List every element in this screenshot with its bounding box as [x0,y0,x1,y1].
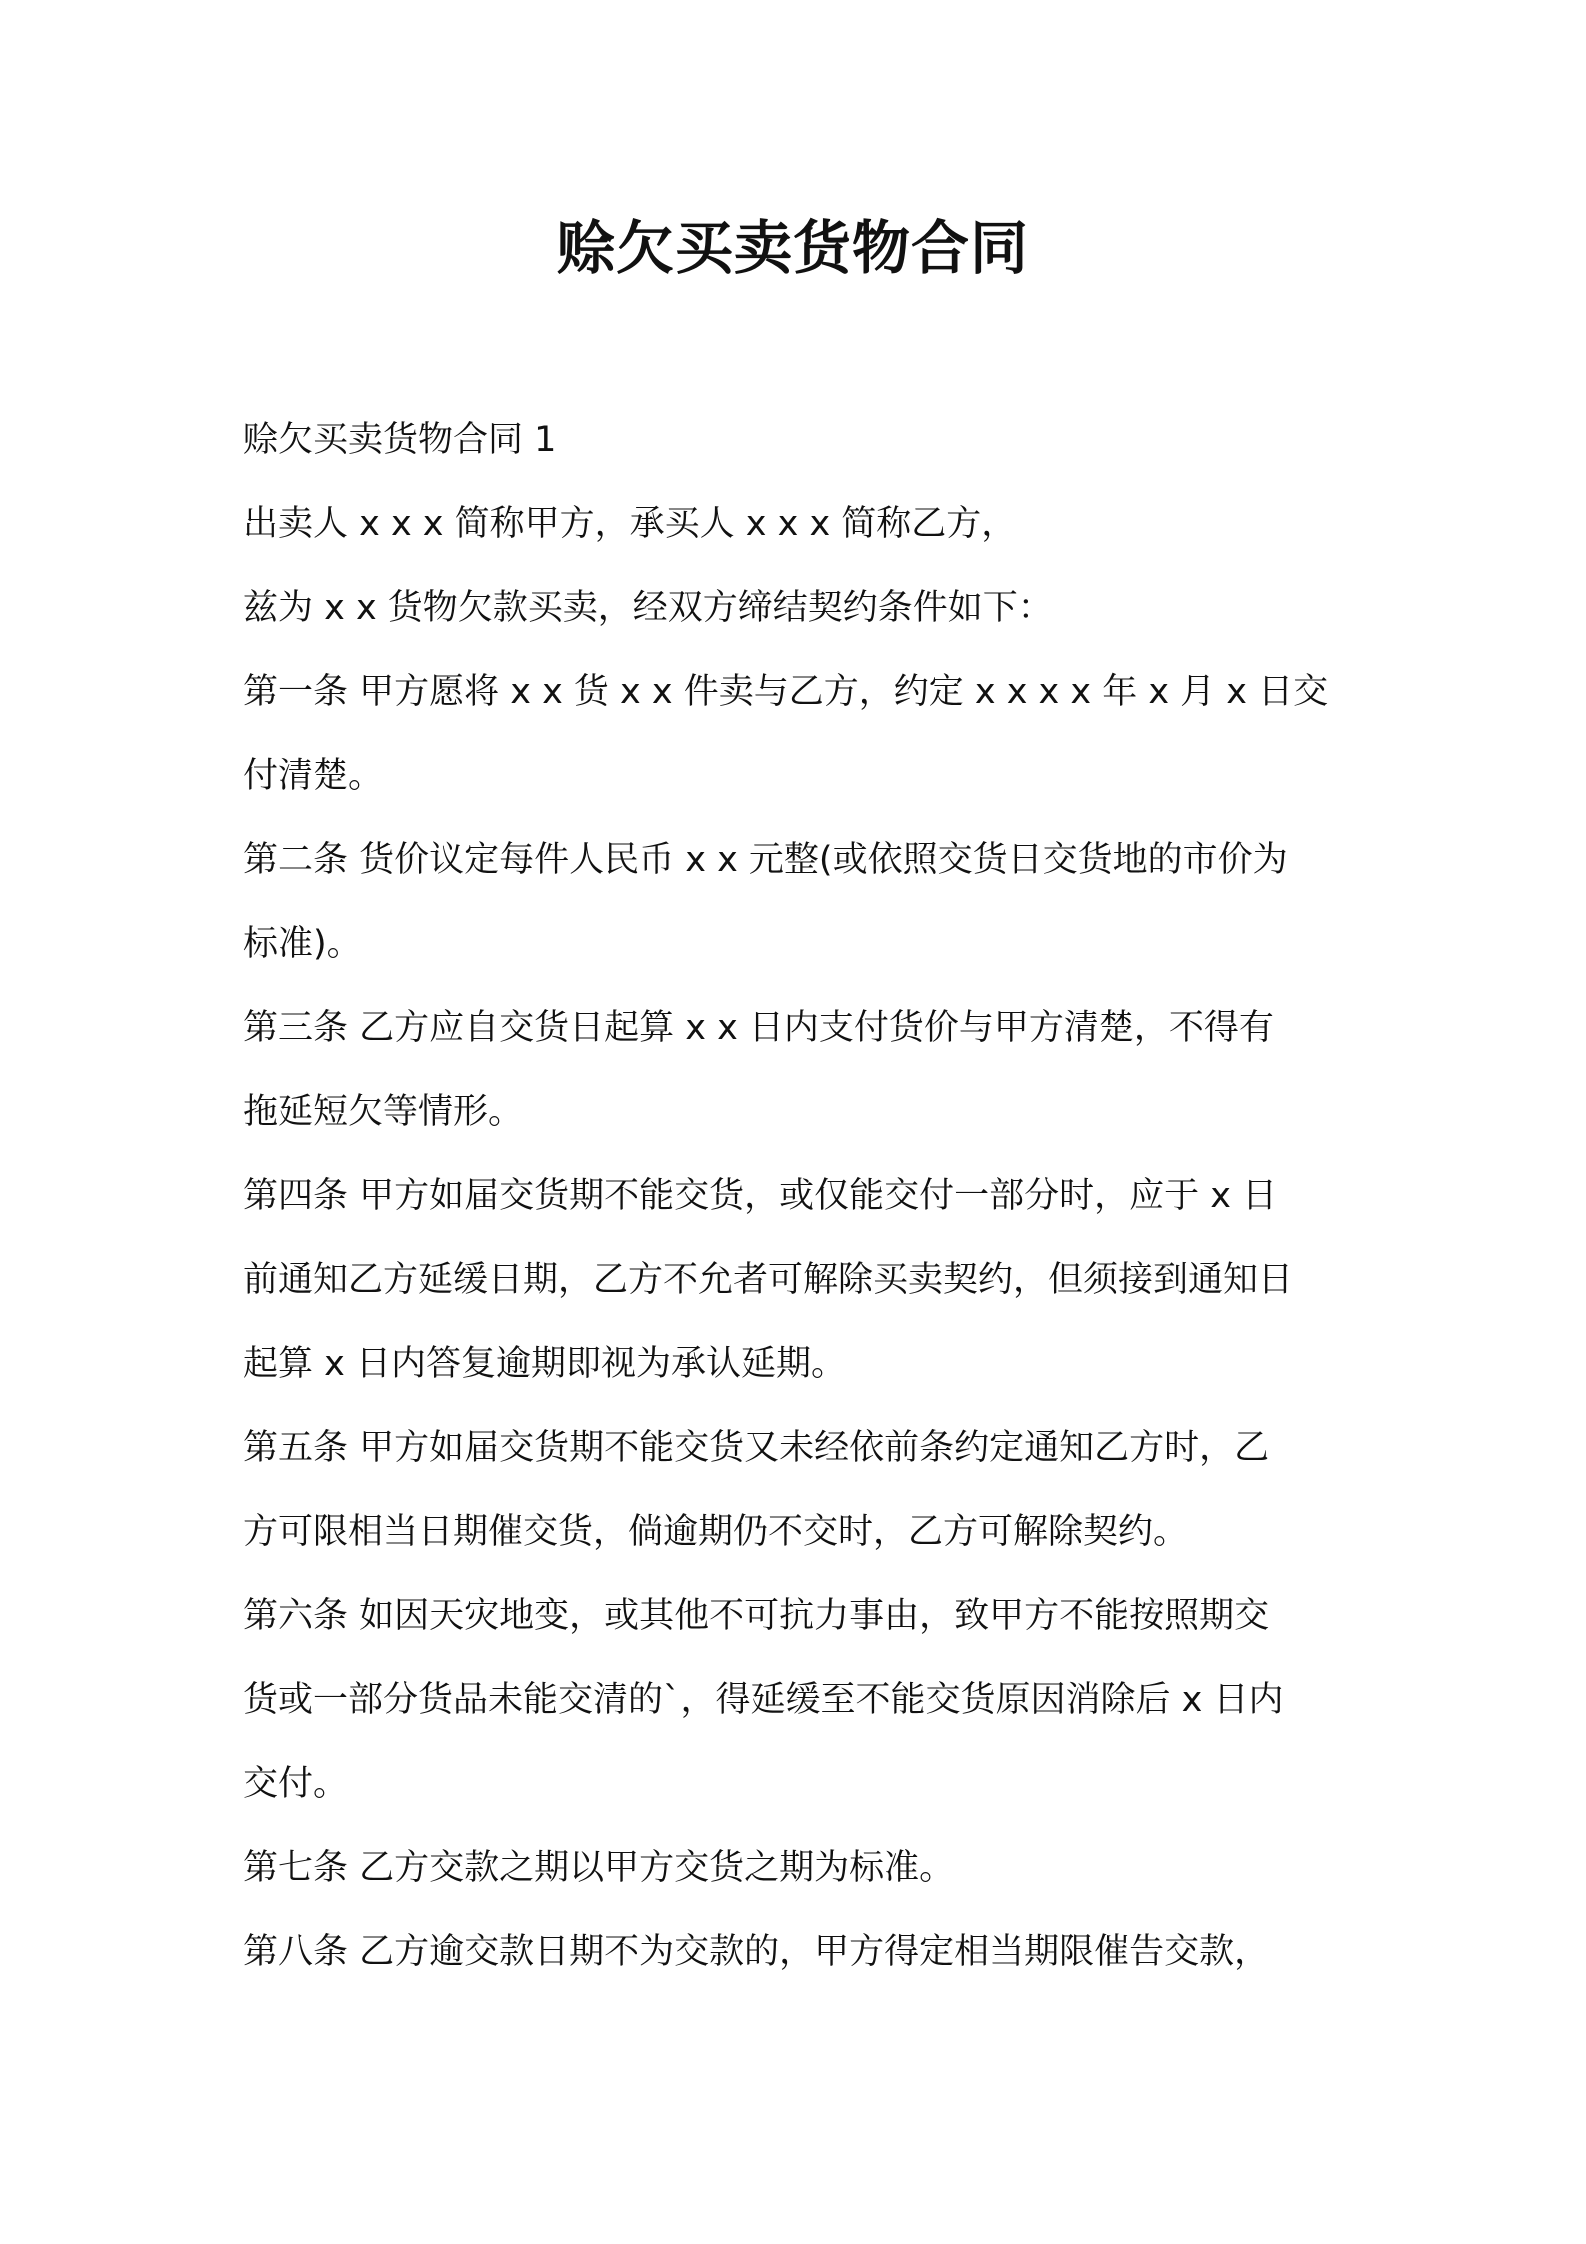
article-6-line-2: 货或一部分货品未能交清的`，得延缓至不能交货原因消除后 x 日内 [243,1680,1284,1720]
article-4-line-2: 前通知乙方延缓日期，乙方不允者可解除买卖契约，但须接到通知日 [243,1260,1294,1300]
article-1-line-1: 第一条 甲方愿将 x x 货 x x 件卖与乙方，约定 x x x x 年 x 月 x 日交 [243,672,1329,712]
contract-line-parties: 出卖人 x x x 简称甲方，承买人 x x x 简称乙方， [243,504,1017,544]
article-5-line-1: 第五条 甲方如届交货期不能交货又未经依前条约定通知乙方时，乙 [243,1428,1270,1468]
article-6-line-3: 交付。 [243,1764,349,1804]
document-title: 赊欠买卖货物合同 [556,214,1029,282]
contract-line-preamble: 兹为 x x 货物欠款买卖，经双方缔结契约条件如下： [243,588,1053,628]
article-3-line-1: 第三条 乙方应自交货日起算 x x 日内支付货价与甲方清楚，不得有 [243,1008,1274,1048]
article-5-line-2: 方可限相当日期催交货，倘逾期仍不交时，乙方可解除契约。 [243,1512,1189,1552]
article-6-line-1: 第六条 如因天灾地变，或其他不可抗力事由，致甲方不能按照期交 [243,1596,1270,1636]
article-3-line-2: 拖延短欠等情形。 [243,1092,524,1132]
document-body [243,398,1358,1994]
article-4-line-3: 起算 x 日内答复逾期即视为承认延期。 [243,1344,846,1384]
document-subtitle: 赊欠买卖货物合同 1 [243,420,557,460]
article-1-line-2: 付清楚。 [243,756,384,796]
article-8-line-1: 第八条 乙方逾交款日期不为交款的，甲方得定相当期限催告交款， [243,1932,1270,1972]
article-2-line-2: 标准)。 [243,924,362,964]
article-2-line-1: 第二条 货价议定每件人民币 x x 元整(或依照交货日交货地的市价为 [243,840,1288,880]
article-4-line-1: 第四条 甲方如届交货期不能交货，或仅能交付一部分时，应于 x 日 [243,1176,1278,1216]
article-7-line-1: 第七条 乙方交款之期以甲方交货之期为标准。 [243,1848,955,1888]
